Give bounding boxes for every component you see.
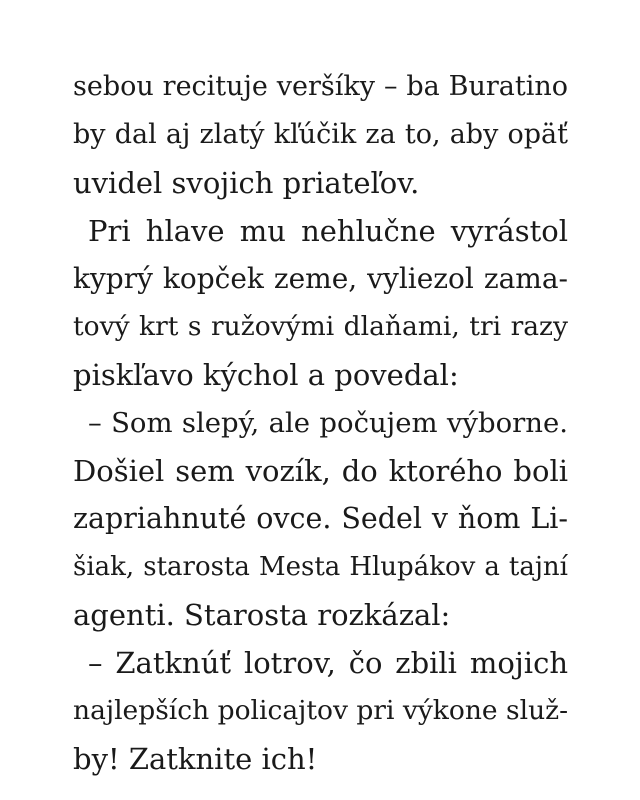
text-line: Pri hlave mu nehlučne vyrástol — [88, 214, 568, 248]
text-line: kyprý kopček zeme, vyliezol zama- — [73, 262, 568, 295]
text-line: šiak, starosta Mesta Hlupákov a tajní — [73, 552, 568, 582]
text-line: piskľavo kýchol a povedal: — [73, 358, 459, 392]
text-line: Došiel sem vozík, do ktorého boli — [73, 454, 568, 488]
text-line: – Zatknúť lotrov, čo zbili mojich — [88, 646, 568, 680]
text-line: najlepších policajtov pri výkone služ- — [73, 695, 569, 726]
text-line: uvidel svojich priateľov. — [73, 166, 420, 200]
text-line: sebou recituje veršíky – ba Buratino — [73, 71, 568, 102]
text-line: – Som slepý, ale počujem výborne. — [88, 407, 568, 439]
text-line: agenti. Starosta rozkázal: — [73, 598, 451, 632]
text-line: by dal aj zlatý kľúčik za to, aby opäť — [73, 119, 568, 150]
text-line: zapriahnuté ovce. Sedel v ňom Li- — [73, 502, 568, 535]
text-line: by! Zatknite ich! — [73, 742, 318, 776]
text-line: tový krt s ružovými dlaňami, tri razy — [73, 311, 568, 342]
